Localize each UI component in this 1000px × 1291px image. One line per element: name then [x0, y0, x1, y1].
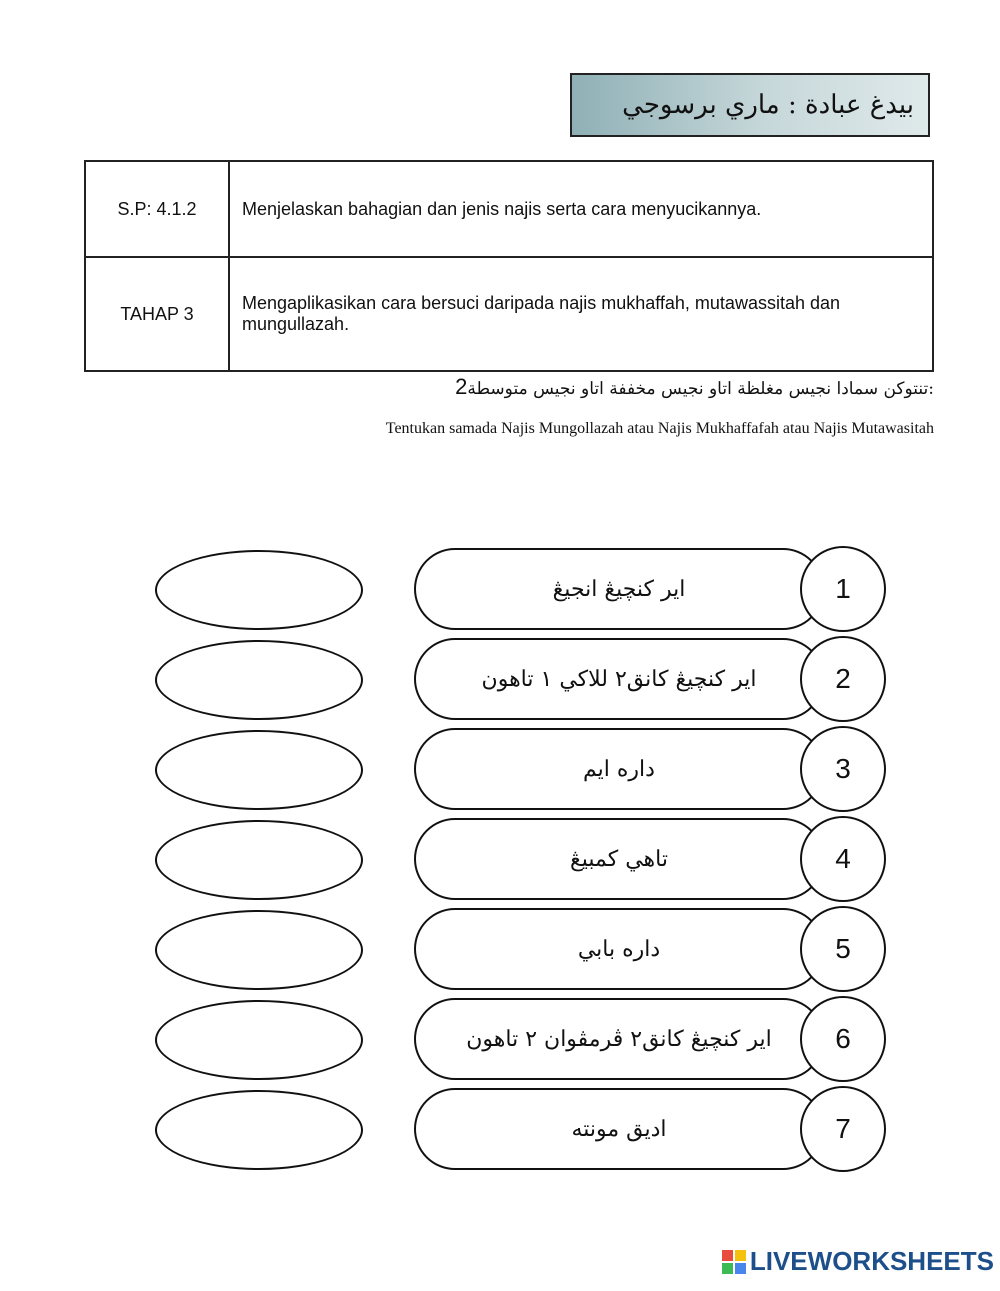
- item-number: 5: [800, 906, 886, 992]
- header-title: بيدغ عبادة : ماري برسوجي: [622, 90, 914, 120]
- question-latin: Tentukan samada Najis Mungollazah atau Najis Mukhaffafah atau Najis Mutawasitah: [385, 420, 934, 437]
- question-number: 2: [455, 374, 468, 399]
- table-row: [85, 161, 933, 257]
- item-pill: اير كنچيڠ انجيڠ: [414, 548, 824, 630]
- liveworksheets-logo: [722, 1246, 994, 1277]
- item-pill: داره ايم: [414, 728, 824, 810]
- brand-square: [722, 1263, 733, 1274]
- standard-code: S.P: 4.1.2: [85, 161, 229, 257]
- item-pill: اديق مونته: [414, 1088, 824, 1170]
- answer-oval-5[interactable]: [155, 910, 363, 990]
- item-number: 2: [800, 636, 886, 722]
- page-header: [570, 73, 930, 137]
- item-number: 3: [800, 726, 886, 812]
- answer-oval-6[interactable]: [155, 1000, 363, 1080]
- item-number: 4: [800, 816, 886, 902]
- brand-square: [735, 1263, 746, 1274]
- item-number: 6: [800, 996, 886, 1082]
- question-arabic: [455, 374, 934, 400]
- item-number: 1: [800, 546, 886, 632]
- item-pill: داره بابي: [414, 908, 824, 990]
- answer-oval-1[interactable]: [155, 550, 363, 630]
- brand-square: [722, 1250, 733, 1261]
- standard-description: Menjelaskan bahagian dan jenis najis serta cara menyucikannya.: [229, 161, 933, 257]
- brand-name: LIVEWORKSHEETS: [749, 1246, 994, 1276]
- answer-oval-2[interactable]: [155, 640, 363, 720]
- brand-square: [735, 1250, 746, 1261]
- item-number: 7: [800, 1086, 886, 1172]
- item-pill: اير كنچيڠ كانق٢ ڤرمڤوان ٢ تاهون: [414, 998, 824, 1080]
- table-row: [85, 257, 933, 371]
- answer-oval-7[interactable]: [155, 1090, 363, 1170]
- level-description: Mengaplikasikan cara bersuci daripada najis mukhaffah, mutawassitah dan mungullazah.: [229, 257, 933, 371]
- standards-table: [84, 160, 934, 372]
- item-pill: اير كنچيڠ كانق٢ للاكي ١ تاهون: [414, 638, 824, 720]
- answer-oval-4[interactable]: [155, 820, 363, 900]
- brand-grid-icon: [722, 1250, 746, 1274]
- question-arabic-text: :تنتوكن سمادا نجيس مغلظة اتاو نجيس مخففة اتاو نجيس متوسطة: [467, 379, 934, 399]
- item-pill: تاهي كمبيڠ: [414, 818, 824, 900]
- level-code: TAHAP 3: [85, 257, 229, 371]
- answer-oval-3[interactable]: [155, 730, 363, 810]
